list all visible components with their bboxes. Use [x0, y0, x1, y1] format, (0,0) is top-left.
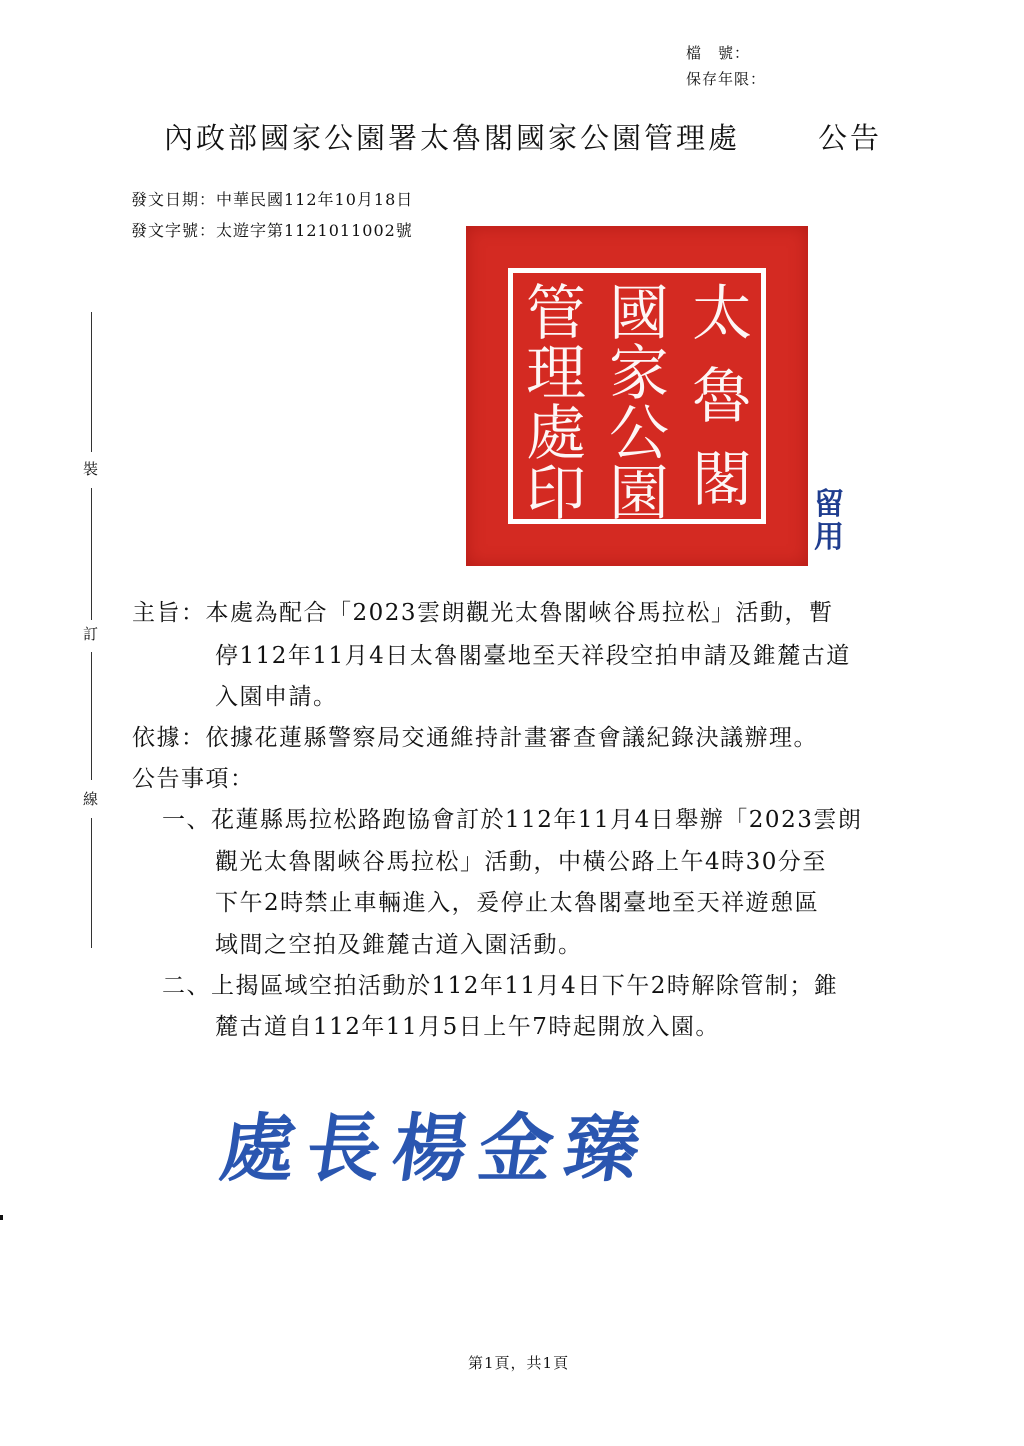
seal-column-2 — [609, 279, 669, 529]
issue-number: 發文字號：太遊字第1121011002號 — [131, 221, 413, 240]
binding-rule-lower-middle — [91, 652, 92, 780]
seal-glyph: 家 — [609, 339, 669, 409]
seal-glyph: 太 — [692, 279, 752, 349]
basis-line: 依據：依據花蓮縣警察局交通維持計畫審查會議紀錄決議辦理。 — [132, 725, 818, 751]
retain-use-stamp — [814, 488, 844, 554]
document-type-title: 公告 — [818, 121, 883, 155]
seal-glyph: 國 — [609, 279, 669, 349]
item-2-line-1: 二、上揭區域空拍活動於112年11月4日下午2時解除管制；錐 — [162, 973, 839, 999]
seal-glyph-columns — [526, 279, 752, 529]
retain-use-char: 用 — [814, 520, 844, 555]
retain-use-char: 留 — [814, 487, 844, 522]
director-signature: 處長楊金臻 — [215, 1106, 658, 1192]
binding-rule-upper-middle — [91, 488, 92, 620]
binding-mark-bind: 裝 — [83, 460, 99, 478]
item-1-line-1: 一、花蓮縣馬拉松路跑協會訂於112年11月4日舉辦「2023雲朗 — [162, 807, 863, 833]
seal-glyph: 公 — [609, 399, 669, 469]
page-number: 第1頁，共1頁 — [468, 1354, 570, 1372]
archive-file-number: 檔 號： — [686, 44, 751, 62]
archive-retention-period: 保存年限： — [686, 70, 767, 88]
binding-rule-top — [91, 312, 92, 452]
item-1-line-4: 域間之空拍及錐麓古道入園活動。 — [215, 932, 583, 958]
seal-glyph: 魯 — [692, 362, 752, 432]
seal-glyph: 印 — [526, 459, 586, 529]
item-2-line-2: 麓古道自112年11月5日上午7時起開放入園。 — [215, 1014, 720, 1040]
item-1-line-2: 觀光太魯閣峽谷馬拉松」活動，中橫公路上午4時30分至 — [215, 849, 827, 875]
seal-glyph: 閣 — [692, 445, 752, 515]
seal-glyph: 處 — [526, 399, 586, 469]
official-seal — [466, 226, 808, 566]
seal-column-3 — [526, 279, 586, 529]
binding-mark-staple: 訂 — [83, 625, 99, 643]
scan-edge-mark — [0, 1215, 3, 1220]
subject-line-1: 主旨：本處為配合「2023雲朗觀光太魯閣峽谷馬拉松」活動，暫 — [132, 600, 834, 626]
seal-glyph: 管 — [526, 279, 586, 349]
seal-glyph: 園 — [609, 459, 669, 529]
organization-title: 內政部國家公園署太魯閣國家公園管理處 — [164, 121, 741, 155]
seal-glyph: 理 — [526, 339, 586, 409]
items-heading: 公告事項： — [132, 766, 255, 792]
subject-line-2: 停112年11月4日太魯閣臺地至天祥段空拍申請及錐麓古道 — [215, 643, 851, 669]
binding-mark-line: 線 — [83, 790, 99, 808]
item-1-line-3: 下午2時禁止車輛進入，爰停止太魯閣臺地至天祥遊憩區 — [215, 890, 820, 916]
seal-column-1 — [692, 279, 752, 515]
subject-line-3: 入園申請。 — [215, 684, 338, 710]
issue-date: 發文日期：中華民國112年10月18日 — [131, 190, 414, 209]
binding-rule-bottom — [91, 818, 92, 948]
